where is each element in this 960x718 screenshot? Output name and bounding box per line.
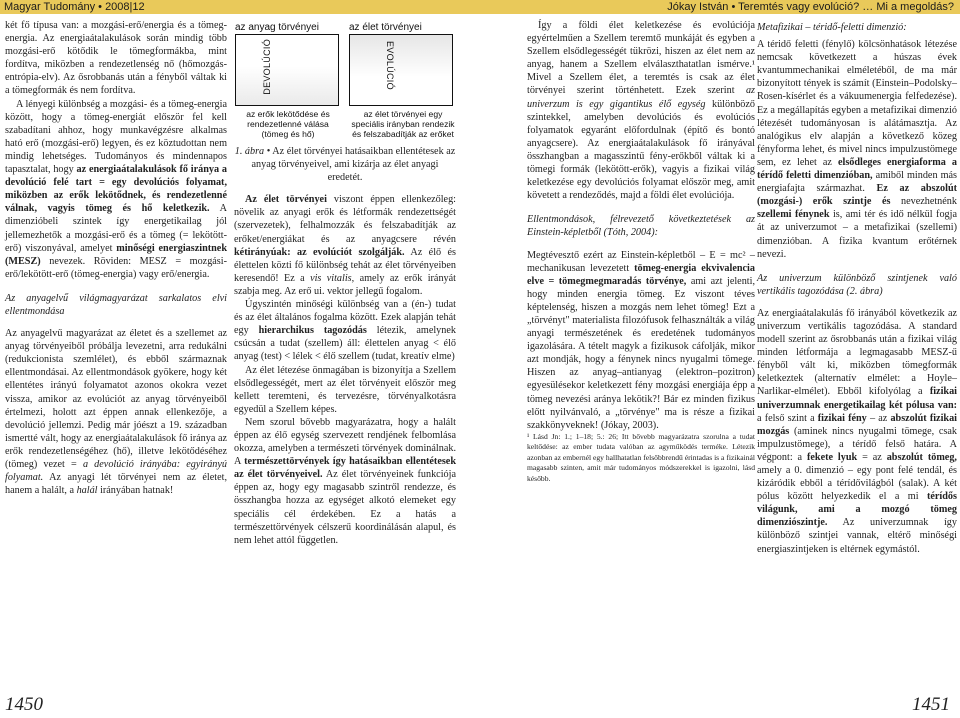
figure-right-title: az élet törvényei [349,22,422,33]
paragraph: Nem szorul bővebb magyarázatra, hogy a halált éppen az élő egység szervezett rendjének felbomlása okozza, amelyben a természeti törvények dominálnak. A természettörvények így hatásaikban ellentétesek az élet törvényeivel. Az élet törvényeinek funkciója éppen az, hogy egy magasabb szintről rendezze, és összhangba hozza az egységet alkotó elemeket egy speciális cél érdekében. Ez a hatás a természettörvények célszerű koordinálásán alapul, és nem lehet attól független. [234,416,456,546]
paragraph: Az élet törvényei viszont éppen ellenkezőleg: növelik az anyagi erők és létformák rendezettségét (szervezetek), felhalmozzák és felszabadítják az erőket/energiákat és az anyagcsere révén kétirányúak: az evolúciót szolgálják. Az élő és élettelen közti fő különbség tehát az élet törvényeiben keresendő! Ez a vis vitalis, amely az erők irányát szabja meg. Az erő ui. vektor jellegű fogalom. [234,194,457,297]
section-heading: Az univerzum különböző szintjenek való vertikális tagozódása (2. ábra) [757,272,957,297]
page-number-right: 1451 [912,694,950,715]
page-number-left: 1450 [5,694,43,715]
column-3 [527,19,755,484]
paragraph: Az élet létezése önmagában is bizonyítja a Szellem elsődlegességét, mert az élet törvényeit először meg kellett teremteni, és tervezésre, törvényalkotásra egyedül a Szellem képes. [234,364,456,415]
column-4 [757,19,957,556]
figure-1 [233,19,457,145]
running-header [0,0,960,14]
devolution-label: DEVOLÚCIÓ [262,39,272,95]
figure-left-caption: az erők lekötődése és rendezetlenné válása (tömeg és hő) [246,109,330,139]
evolution-label: EVOLÚCIÓ [385,41,396,90]
paragraph: két fő típusa van: a mozgási-erő/energia és a tömeg-energia. Az energiaátalakulások során mindig több mozgási-erő kötődik le tömegformákba, mint fordítva, miközben a rendezetlenség nő (hőmozgás-entrópia-elv). Az ősrobbanás után a fényből váltak ki a tömegformák és nem fordítva. [5,20,227,97]
figure-left-title: az anyag törvényei [235,22,319,33]
paragraph: Úgyszintén minőségi különbség van a (én-) tudat és az élet általános fogalma között. Ezek alapján tehát egy hierarchikus tagozódás létezik, amelynek csúcsán a tudat (szellem) áll: élettelen anyag < élő anyag (test) < lélek < élő szellem (tudat, kreatív elme) [234,299,456,363]
paragraph: Az anyagelvű magyarázat az életet és a szellemet az anyag törvényeiből próbálja levezetni, arra redukálni (redukcionista szemlélet), és ebből származnak ellentmondásai. Az ellentmondások gyökere, hogy két ellentétes irányú folyamatot azonos okokra vezet vissza, amikor az evolúciót az anyag törvényeiből értelmezi, holott azt éppen annak ellenkezője, a devolúció jellemzi. Pedig már jóészt a 19. században ismertté vált, hogy az energiaátalakulások fő iránya az erők rendezetlenségéhez (hő), illetve lekötődéséhez (tömeg) vezet = a devolúció irányába: egyirányú folyamat. Az anyagi lét törvényei nem az életet, hanem a halált, a halál irányában hatnak! [5,328,227,497]
caption-label: 1. ábra [234,146,265,157]
article-title: Jókay István • Teremtés vagy evolúció? … Mi a megoldás? [667,1,954,13]
section-heading: Ellentmondások, félrevezető következtetések az Einstein-képletből (Tóth, 2004): [527,214,755,239]
journal-title: Magyar Tudomány • 2008|12 [4,1,145,13]
paragraph: Megtévesztő ezért az Einstein-képletből – E = mc² – mechanikusan levezetett tömeg-energia ekvivalencia elve = tömegmegmaradás törvénye, ami azt jelenti, hogy minden energia tömeg. Ez viszont téves képtelenség, hiszen a mozgás nem lehet tömeg! Ezt a „törvényt" materialista filozófusok felhasználták a világ anyagi természetének és eredetének tudományos igazolására. A tételt magyk a fizikusok cáfolják, mikor azt mondják, hogy a fénynek nincs nyugalmi tömege. Hiszen az anyag–antianyag (elektron–pozitron) egyesülésekor keletkezett fény mozgási energiája épp a tömeg nevezési aránya lekötik?! Bár ez minden fizikus előtt nyilvánvaló, a „törvénye" ma is része a fizikai szakkönyveknek! (Jókay, 2003). [527,249,755,431]
paragraph: Az energiaátalakulás fő irányából következik az univerzum vertikális tagozódása. A standard modell szerint az ősrobbanás után a fizikai világ minden létformája a legmagasabb MESZ-ű fényből vált ki, miközben tömegformák keletkeztek (alternatív elmélet: a Hoyle–Narlikar-elmélet). Ebből kifolyólag a fizikai univerzumnak energetikailag két pólusa van: a felső szint a fizikai fény – az abszolút fizikai mozgás (aminek nincs nyugalmi tömege, csak impulzustömege), a térídő felső határa. A végpont: a fekete lyuk = az abszolút tömeg, amely a 0. dimenzió – egy pont felé tendál, és kizáródik ebből a térídővilágból (salak). A két pólus között helyezkedik el a mi térídős világunk, ami a mozgó tömeg dimenziószintje. Az univerzumnak így különböző szintjei vannak, eltérő minőségi energiaszintjeken is eltérnek egymástól. [757,307,957,555]
column-1 [5,19,227,497]
paragraph: Így a földi élet keletkezése és evolúciója egyértelműen a Szellem teremtő munkáját és egyben a Szellem elsődlegességét tükrözi, hiszen az élet nem az anyag, hanem a Szellem elválaszthatatlan ismérve.¹ Mivel a Szellem élet, a teremtés is csak az élet törvényei szerint történhetett. Ezek szerint az univerzum is egy gigantikus élő egység különböző szintekkel, amelyben devolúciós és evolúciós folyamatok egyaránt előfordulnak (építő és bontó anyagcsere). Az energiaátalakulások fő irányával összhangban a magasszintű fény-erőkből váltak ki a tömegi formák (lekötött-erők), vagyis a fizikai világ keletkezése egy devolúciós folyamat először meg, amit követett a rendeződés, majd a földi élet evolúciója. [527,20,755,202]
paragraph: A lényegi különbség a mozgási- és a tömeg-energia között, hogy a tömeg-energiát először fel kell szabadítani ahhoz, hogy munkavégzésre alkalmas ható erő (mozgási-erő) legyen, és ez köztudottan nem mindig lehetséges. Tudományos és mindennapos tapasztalat, hogy az energiaátalakulások fő iránya a devolúció felé tart = egy devolúciós folyamat, miközben az erők lekötődnek, és rendezetlenné válnak, vagyis tömeg és hő keletkezik. A dimenzióbeli szintek így energetikailag jól jellemezhetők a mozgási-erő és a tömeg (= lekötött-erő) viszonyával, amelyet minőségi energiaszintnek (MESZ) nevezek. Röviden: MESZ = mozgási-erő/lekötött-erő (tömeg-energia) vagy erő/energia. [5,98,227,280]
devolution-box [235,34,339,106]
evolution-box [349,34,453,106]
paragraph: A téridő feletti (fénylő) kölcsönhatások létezése nemcsak következett a húszas évek kvantummechanikai elméletéből, de ma már bizonyított tények is számít (Einstein–Podolsky–Rosen-kísérlet és a vákuumenergia felfedezése). Ez a megállapítás egyben a metafizikai dimenzió létezését tudományosan is alátámasztja. Az analógikus elv alapján a következő közeg fényforma lehet, és mivel nincs impulzustömege sem, ez lehet az elsődleges energiaforma a térídő feletti dimenzióban, amiből minden más energiafajta származhat. Ez az abszolút (mozgási-) erők szintje és nevezhetnénk szellemi fénynek is, ami tér és idő nélkül fogja át az univerzumot – a metafizikai (szellemi) dimenzióban. A fizika kvantum erőtérnek nevezi. [757,39,957,260]
column-2 [234,19,456,547]
footnote: ¹ Lásd Jn: 1.; 1–18; 5.: 26; Itt bővebb magyarázatra szorulna a tudat keltődése: az ember tudata valóban az agyműködés terméke. Létezik azonban az embernél egy hallhatatlan felsőbbrendű érintadas is a fizikainál magasabb szinten, amit már tudományos módszerekkel is igazolni, lásd később. [527,431,755,483]
section-heading: Az anyagelvű világmagyarázat sarkalatos elvi ellentmondása [5,292,227,317]
caption-text: Az élet törvényei hatásaikban ellentétesek az anyag törvényeivel, ami kizárja az élet anyagi eredetét. [251,146,456,184]
figure-right-caption: az élet törvényei egy speciális irányban rendezik és felszabadítják az erőket [351,109,455,139]
section-heading: Metafizikai – téridő-feletti dimenzió: [757,22,907,33]
figure-caption: 1. ábra • Az élet törvényei hatásaikban ellentétesek az anyag törvényeivel, ami kizárja az élet anyagi eredetét. [234,146,456,184]
